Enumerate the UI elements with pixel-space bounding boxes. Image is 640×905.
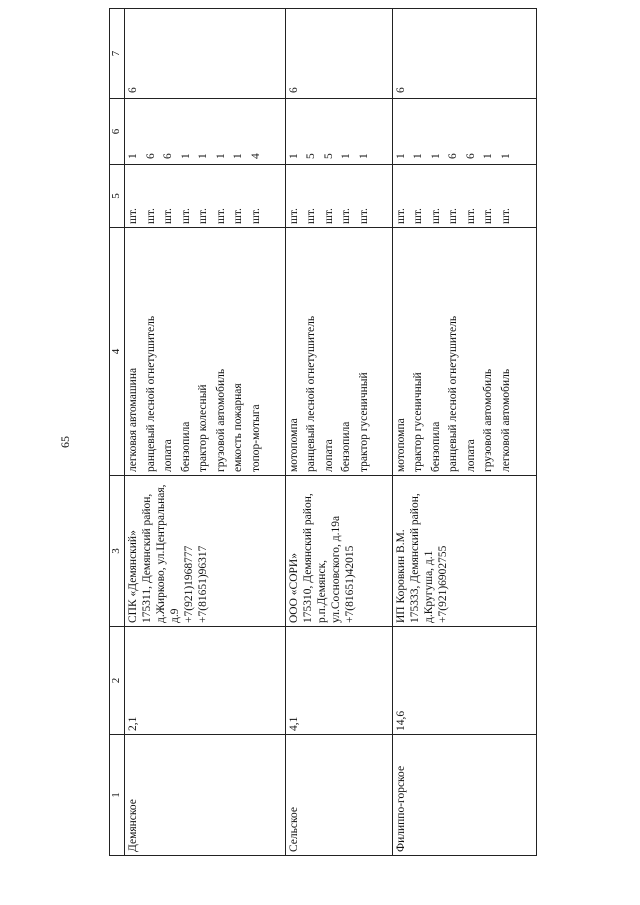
org-phone: +7(81651)42015 (343, 545, 356, 623)
quantity-value: 1 (357, 153, 370, 159)
equipment-list-cell (392, 228, 536, 476)
equipment-list-cell (285, 228, 392, 476)
unit-value: шт. (447, 208, 460, 224)
quantity-value: 1 (429, 153, 442, 159)
unit-value: шт. (429, 208, 442, 224)
quantity-value: 4 (249, 153, 262, 159)
equipment-item: лопата (322, 439, 335, 472)
equipment-item: лопата (162, 439, 174, 472)
table-header-row (110, 9, 125, 856)
quantity-value: 1 (287, 153, 300, 159)
org-name: ИП Коровкин В.М. (394, 529, 407, 623)
equipment-item: ранцевый лесной огнетушитель (447, 315, 460, 472)
equipment-item: бензопила (179, 421, 192, 472)
unit-value: шт. (214, 208, 227, 224)
unit-value: шт. (249, 208, 262, 224)
org-phone: +7(921)1968777 (183, 545, 196, 623)
page-number: 65 (58, 436, 72, 448)
distance-cell: 4,1 (285, 627, 392, 735)
equipment-item: легковая автомашина (127, 367, 139, 472)
quantity-cell (392, 99, 536, 165)
organization-cell (392, 476, 536, 627)
column-7-cell: 6 (285, 9, 392, 99)
column-7-cell: 6 (125, 9, 286, 99)
quantity-value: 6 (144, 153, 157, 159)
quantity-value: 6 (447, 153, 460, 159)
quantity-value: 1 (232, 153, 244, 159)
equipment-list-cell (125, 228, 286, 476)
equipment-item: лопата (464, 439, 477, 472)
unit-value: шт. (340, 208, 353, 224)
unit-value: шт. (162, 208, 174, 224)
quantity-value: 1 (127, 153, 139, 159)
quantity-cell (285, 99, 392, 165)
unit-value: шт. (464, 208, 477, 224)
equipment-item: емкость пожарная (232, 383, 244, 472)
unit-value: шт. (412, 208, 425, 224)
settlement-cell: Филиппо-горское (392, 735, 536, 856)
unit-value: шт. (144, 208, 157, 224)
column-header-4: 4 (110, 228, 125, 476)
table-row (392, 9, 536, 856)
org-phone: +7(81651)96317 (197, 545, 210, 623)
column-header-5: 5 (110, 165, 125, 228)
org-phone: +7(921)6902755 (436, 545, 449, 623)
unit-value: шт. (127, 208, 139, 224)
equipment-item: трактор гусеничный (412, 372, 425, 472)
org-name: ООО «СОРИ» (287, 553, 300, 623)
column-header-6: 6 (110, 99, 125, 165)
unit-value: шт. (287, 208, 300, 224)
equipment-item: ранцевый лесной огнетушитель (144, 315, 157, 472)
equipment-item: трактор гусеничный (357, 372, 370, 472)
equipment-item: бензопила (429, 421, 442, 472)
table-row (285, 9, 392, 856)
equipment-item: ранцевый лесной огнетушитель (305, 315, 318, 472)
org-address: 175333, Демянский район, д.Кругуша, д.1 (408, 493, 435, 623)
column-header-2: 2 (110, 627, 125, 735)
settlement-cell: Демянское (125, 735, 286, 856)
organization-cell (285, 476, 392, 627)
unit-cell (125, 165, 286, 228)
org-address: 175310, Демянский район, р.п.Демянск, ул.Сосновского, д.19а (301, 493, 342, 623)
quantity-value: 1 (482, 153, 495, 159)
equipment-item: легковой автомобиль (499, 368, 512, 472)
table-row (125, 9, 286, 856)
quantity-value: 1 (412, 153, 425, 159)
quantity-cell (125, 99, 286, 165)
unit-cell (392, 165, 536, 228)
column-header-7: 7 (110, 9, 125, 99)
unit-cell (285, 165, 392, 228)
equipment-item: грузовой автомобиль (214, 368, 227, 472)
org-address: 175311, Демянский район, д.Жирково, ул.Центральная, д.9 (141, 484, 182, 623)
quantity-value: 6 (162, 153, 174, 159)
organization-cell (125, 476, 286, 627)
distance-cell: 14,6 (392, 627, 536, 735)
unit-value: шт. (232, 208, 244, 224)
distance-cell: 2,1 (125, 627, 286, 735)
equipment-item: мотопомпа (287, 418, 300, 472)
equipment-item: бензопила (340, 421, 353, 472)
unit-value: шт. (394, 208, 407, 224)
equipment-item: грузовой автомобиль (482, 368, 495, 472)
equipment-item: мотопомпа (394, 418, 407, 472)
quantity-value: 1 (340, 153, 353, 159)
equipment-item: трактор колесный (197, 384, 209, 472)
unit-value: шт. (357, 208, 370, 224)
column-header-3: 3 (110, 476, 125, 627)
equipment-table-wrapper (109, 44, 537, 856)
unit-value: шт. (322, 208, 335, 224)
quantity-value: 6 (464, 153, 477, 159)
unit-value: шт. (179, 208, 192, 224)
quantity-value: 1 (197, 153, 209, 159)
unit-value: шт. (482, 208, 495, 224)
column-header-1: 1 (110, 735, 125, 856)
column-7-cell: 6 (392, 9, 536, 99)
equipment-item: топор-мотыга (249, 404, 262, 472)
unit-value: шт. (305, 208, 318, 224)
quantity-value: 1 (499, 153, 512, 159)
settlement-cell: Сельское (285, 735, 392, 856)
org-name: СПК «Демянский» (127, 530, 139, 623)
quantity-value: 1 (214, 153, 227, 159)
quantity-value: 5 (305, 153, 318, 159)
quantity-value: 1 (394, 153, 407, 159)
unit-value: шт. (499, 208, 512, 224)
quantity-value: 1 (179, 153, 192, 159)
equipment-table (109, 8, 537, 856)
unit-value: шт. (197, 208, 209, 224)
quantity-value: 5 (322, 153, 335, 159)
